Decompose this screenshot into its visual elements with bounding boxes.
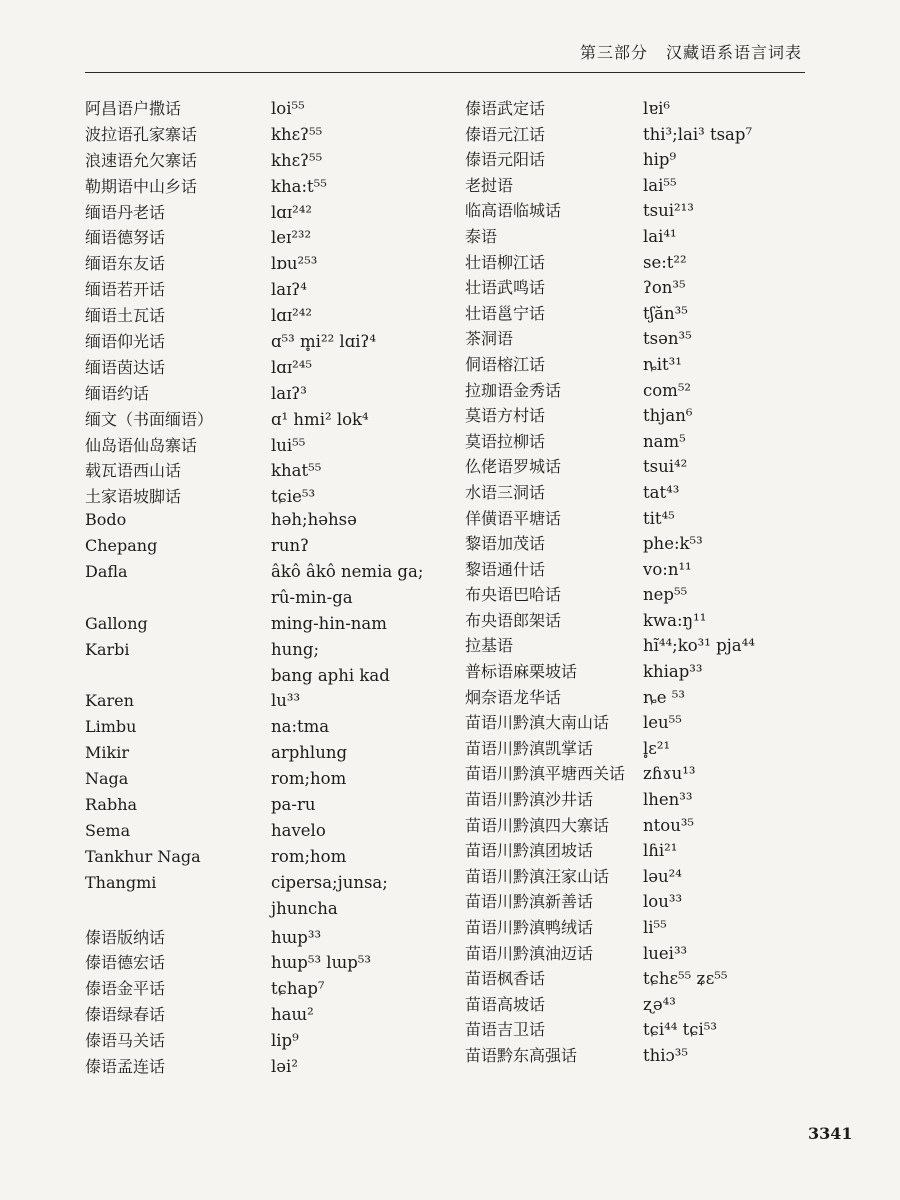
word-form: runʔ [271,536,309,556]
word-form: rû-min-ga [271,587,353,607]
word-entry [465,659,855,685]
word-form: lui⁵⁵ [271,435,306,455]
language-name: 缅语若开话 [85,280,166,300]
language-name: 苗语川黔滇汪家山话 [465,866,610,886]
language-name: 侗语榕江话 [465,354,546,374]
word-form: lu³³ [271,691,301,711]
language-name: 缅语仰光话 [85,332,166,352]
word-entry [465,147,855,173]
language-name: 傣语金平话 [85,979,166,999]
left-column [85,96,475,1080]
word-form: lɑɪ²⁴² [271,306,312,326]
word-entry [465,224,855,250]
language-name: 傣语元阳话 [465,150,546,170]
page-number: 3341 [808,1124,853,1143]
language-name: 拉珈语金秀话 [465,380,562,400]
word-entry [465,454,855,480]
word-form: haɯ² [271,1005,314,1025]
language-name: 苗语川黔滇平塘西关话 [465,764,626,784]
word-entry [465,915,855,941]
language-name: Chepang [85,536,158,556]
word-entry [85,458,475,484]
language-name: Naga [85,769,129,789]
language-name: 黎语通什话 [465,559,546,579]
word-form: tɕhɛ⁵⁵ ʑɛ⁵⁵ [643,969,728,989]
word-form: bang aphi kad [271,665,390,685]
word-form: laɪʔ³ [271,383,307,403]
word-form: lhen³³ [643,790,693,810]
word-form: həh;həhsə [271,510,357,530]
word-form: leu⁵⁵ [643,713,682,733]
word-entry [465,992,855,1018]
word-form: ləi² [271,1056,298,1076]
word-entry [85,174,475,200]
language-name: 苗语川黔滇油迈话 [465,943,594,963]
word-form: cipersa;junsa; [271,872,388,892]
language-name: 缅语茵达话 [85,357,166,377]
word-form: thiɔ³⁵ [643,1045,689,1065]
word-entry [465,378,855,404]
language-name: 阿昌语户撒话 [85,99,182,118]
word-entry [85,640,475,666]
word-form: âkô âkô nemia ga; [271,562,424,582]
language-name: Rabha [85,795,138,815]
word-form: khɛʔ⁵⁵ [271,124,323,144]
word-entry [85,717,475,743]
word-entry [85,225,475,251]
language-name: Dafla [85,562,128,582]
language-name: 壮语武鸣话 [465,278,546,298]
word-entry [85,1054,475,1080]
word-form: luei³³ [643,943,688,963]
word-entry [465,710,855,736]
word-entry [465,685,855,711]
word-entry [85,847,475,873]
word-form: thi³;lai³ tsap⁷ [643,124,753,144]
word-entry [85,329,475,355]
word-form: kwa:ŋ¹¹ [643,610,707,630]
word-entry [85,277,475,303]
word-entry [85,200,475,226]
word-form: lɑɪ²⁴⁵ [271,357,312,377]
language-name: 傣语武定话 [465,99,546,118]
language-name: Bodo [85,510,127,530]
word-form: pa-ru [271,795,316,815]
language-name: Limbu [85,717,137,737]
word-entry [85,562,475,588]
language-name: 普标语麻栗坡话 [465,662,578,682]
language-name: 载瓦语西山话 [85,461,182,481]
word-entry [465,301,855,327]
language-name: 苗语川黔滇四大寨话 [465,815,610,835]
word-form: vo:n¹¹ [643,559,692,579]
language-name: 黎语加茂话 [465,534,546,554]
language-name: 傣语元江话 [465,124,546,144]
language-name: 临高语临城话 [465,201,562,221]
word-entry [465,608,855,634]
word-entry [85,433,475,459]
word-form: lɒu²⁵³ [271,254,318,274]
language-name: Thangmi [85,872,157,892]
word-entry [465,275,855,301]
language-name: 莫语拉柳话 [465,431,546,451]
word-form: ʐə⁴³ [643,994,676,1014]
word-entry [85,691,475,717]
word-form: lou³³ [643,892,683,912]
language-name: 佯僙语平塘话 [465,508,562,528]
word-form: leɪ²³² [271,228,312,248]
word-entry [465,557,855,583]
word-entry [465,250,855,276]
word-entry [85,484,475,510]
word-entry [465,122,855,148]
language-name: 缅语德努话 [85,228,166,248]
word-form: phe:k⁵³ [643,534,703,554]
word-form: rom;hom [271,769,347,789]
language-name: Tankhur Naga [85,846,201,866]
word-form: arphlung [271,743,348,763]
word-form: hung; [271,639,320,659]
language-name: 泰语 [465,226,498,246]
word-entry [85,976,475,1002]
running-header [580,40,802,63]
word-entry [85,795,475,821]
language-name: 莫语方村话 [465,406,546,426]
language-name: 勒期语中山乡话 [85,176,198,196]
word-entry [85,614,475,640]
language-name: 老挝语 [465,175,514,195]
language-name: 苗语枫香话 [465,969,546,989]
word-entry [85,536,475,562]
word-form: ləu²⁴ [643,866,682,886]
word-form: tɕhap⁷ [271,979,325,999]
language-name: 波拉语孔家寨话 [85,124,198,144]
word-form: loi⁵⁵ [271,99,305,118]
right-column [465,96,855,1069]
word-entry [465,326,855,352]
word-form: lai⁴¹ [643,226,677,246]
language-name: 苗语黔东高强话 [465,1045,578,1065]
language-name: 傣语德宏话 [85,953,166,973]
language-name: 土家语坡脚话 [85,487,182,507]
word-entry [465,761,855,787]
word-entry [85,1028,475,1054]
word-form: khɛʔ⁵⁵ [271,150,323,170]
word-entry [85,148,475,174]
language-name: 苗语川黔滇大南山话 [465,713,610,733]
word-entry [465,736,855,762]
word-form: nam⁵ [643,431,686,451]
word-entry [465,96,855,122]
word-entry [465,966,855,992]
language-name: 傣语绿春话 [85,1005,166,1025]
word-form: jhuncha [271,898,338,918]
word-form: tɕi⁴⁴ tɕi⁵³ [643,1020,718,1040]
word-form: tat⁴³ [643,482,680,502]
word-entry [465,531,855,557]
word-entry [465,506,855,532]
language-name: 苗语川黔滇沙井话 [465,790,594,810]
language-name: 苗语川黔滇鸭绒话 [465,918,594,937]
word-form: lɑɪ²⁴² [271,202,312,222]
word-form: hɯp⁵³ lɯp⁵³ [271,953,372,973]
word-form: lai⁵⁵ [643,175,677,195]
language-name: 壮语邕宁话 [465,303,546,323]
language-name: 壮语柳江话 [465,252,546,272]
word-form: zɦɤu¹³ [643,764,696,784]
word-entry [465,633,855,659]
word-entry [85,96,475,122]
word-form: ming-hin-nam [271,613,387,633]
language-name: 仙岛语仙岛寨话 [85,435,198,455]
word-form: com⁵² [643,380,692,400]
word-entry [85,1002,475,1028]
word-entry [465,864,855,890]
language-name: 仫佬语罗城话 [465,457,562,477]
language-name: 苗语川黔滇新善话 [465,892,594,912]
word-entry [85,407,475,433]
header-part: 第三部分 [579,43,648,62]
language-name: 缅语土瓦话 [85,306,166,326]
language-name: 傣语孟连话 [85,1056,166,1076]
language-name: 苗语川黔滇凯掌话 [465,738,594,758]
word-form: laɪʔ⁴ [271,280,307,300]
language-name: 茶洞语 [465,329,514,349]
language-name: 缅语约话 [85,383,150,403]
language-name: Karen [85,691,134,711]
word-form: havelo [271,820,326,840]
word-entry [85,899,475,925]
word-form: na:tma [271,717,330,737]
language-name: 傣语马关话 [85,1031,166,1051]
word-entry [465,941,855,967]
word-form: kha:t⁵⁵ [271,176,327,196]
language-name: 缅语丹老话 [85,202,166,222]
word-form: tsui⁴² [643,457,688,477]
word-form: li⁵⁵ [643,918,667,937]
word-form: hɯp³³ [271,927,322,947]
word-form: lɦi²¹ [643,841,678,861]
word-form: nep⁵⁵ [643,585,688,605]
language-name: 缅文（书面缅语） [85,409,214,429]
language-name: 炯奈语龙华话 [465,687,562,707]
word-form: ɑ¹ hmi² lok⁴ [271,409,369,429]
word-form: tʃăn³⁵ [643,303,688,323]
language-name: 苗语吉卫话 [465,1020,546,1040]
language-name: Sema [85,820,131,840]
word-form: se:t²² [643,252,687,272]
word-entry [85,925,475,951]
word-entry [85,588,475,614]
word-entry [465,889,855,915]
word-entry [465,480,855,506]
language-name: Mikir [85,743,129,763]
word-entry [85,821,475,847]
word-entry [465,813,855,839]
language-name: 布央语郎架话 [465,610,562,630]
language-name: Karbi [85,639,130,659]
word-entry [85,950,475,976]
word-entry [85,381,475,407]
header-rule [85,72,805,73]
word-entry [465,198,855,224]
word-entry [465,429,855,455]
word-form: l̥ɛ²¹ [643,738,671,758]
word-entry [465,352,855,378]
word-form: hip⁹ [643,150,677,170]
word-entry [465,173,855,199]
word-form: khat⁵⁵ [271,461,322,481]
language-name: 水语三洞话 [465,482,546,502]
word-entry [85,873,475,899]
word-form: ʔon³⁵ [643,278,686,298]
language-name: 浪速语允欠寨话 [85,150,198,170]
word-entry [465,1017,855,1043]
word-entry [85,666,475,692]
word-form: hĩ⁴⁴;ko³¹ pja⁴⁴ [643,636,755,656]
word-entry [465,1043,855,1069]
word-form: tit⁴⁵ [643,508,675,528]
word-entry [85,303,475,329]
word-form: thjan⁶ [643,406,693,426]
word-form: ȵit³¹ [643,354,682,374]
word-entry [465,838,855,864]
word-form: lip⁹ [271,1031,299,1051]
header-title: 汉藏语系语言词表 [665,43,802,62]
word-entry [85,355,475,381]
word-form: ɑ⁵³ m̥i²² lɑiʔ⁴ [271,332,377,352]
word-entry [465,582,855,608]
language-name: 苗语川黔滇团坡话 [465,841,594,861]
word-entry [85,743,475,769]
language-name: 苗语高坡话 [465,994,546,1014]
word-entry [85,122,475,148]
word-entry [465,787,855,813]
word-form: rom;hom [271,846,347,866]
word-form: lɐi⁶ [643,99,671,118]
language-name: 傣语版纳话 [85,927,166,947]
language-name: 拉基语 [465,636,514,656]
word-form: tɕie⁵³ [271,487,316,507]
word-entry [85,251,475,277]
language-name: Gallong [85,613,148,633]
word-entry [85,510,475,536]
language-name: 布央语巴哈话 [465,585,562,605]
word-entry [465,403,855,429]
language-name: 缅语东友话 [85,254,166,274]
word-form: khiap³³ [643,662,703,682]
word-form: tsən³⁵ [643,329,692,349]
word-form: ȵe ⁵³ [643,687,685,707]
word-form: ntou³⁵ [643,815,695,835]
word-form: tsui²¹³ [643,201,694,221]
word-entry [85,769,475,795]
